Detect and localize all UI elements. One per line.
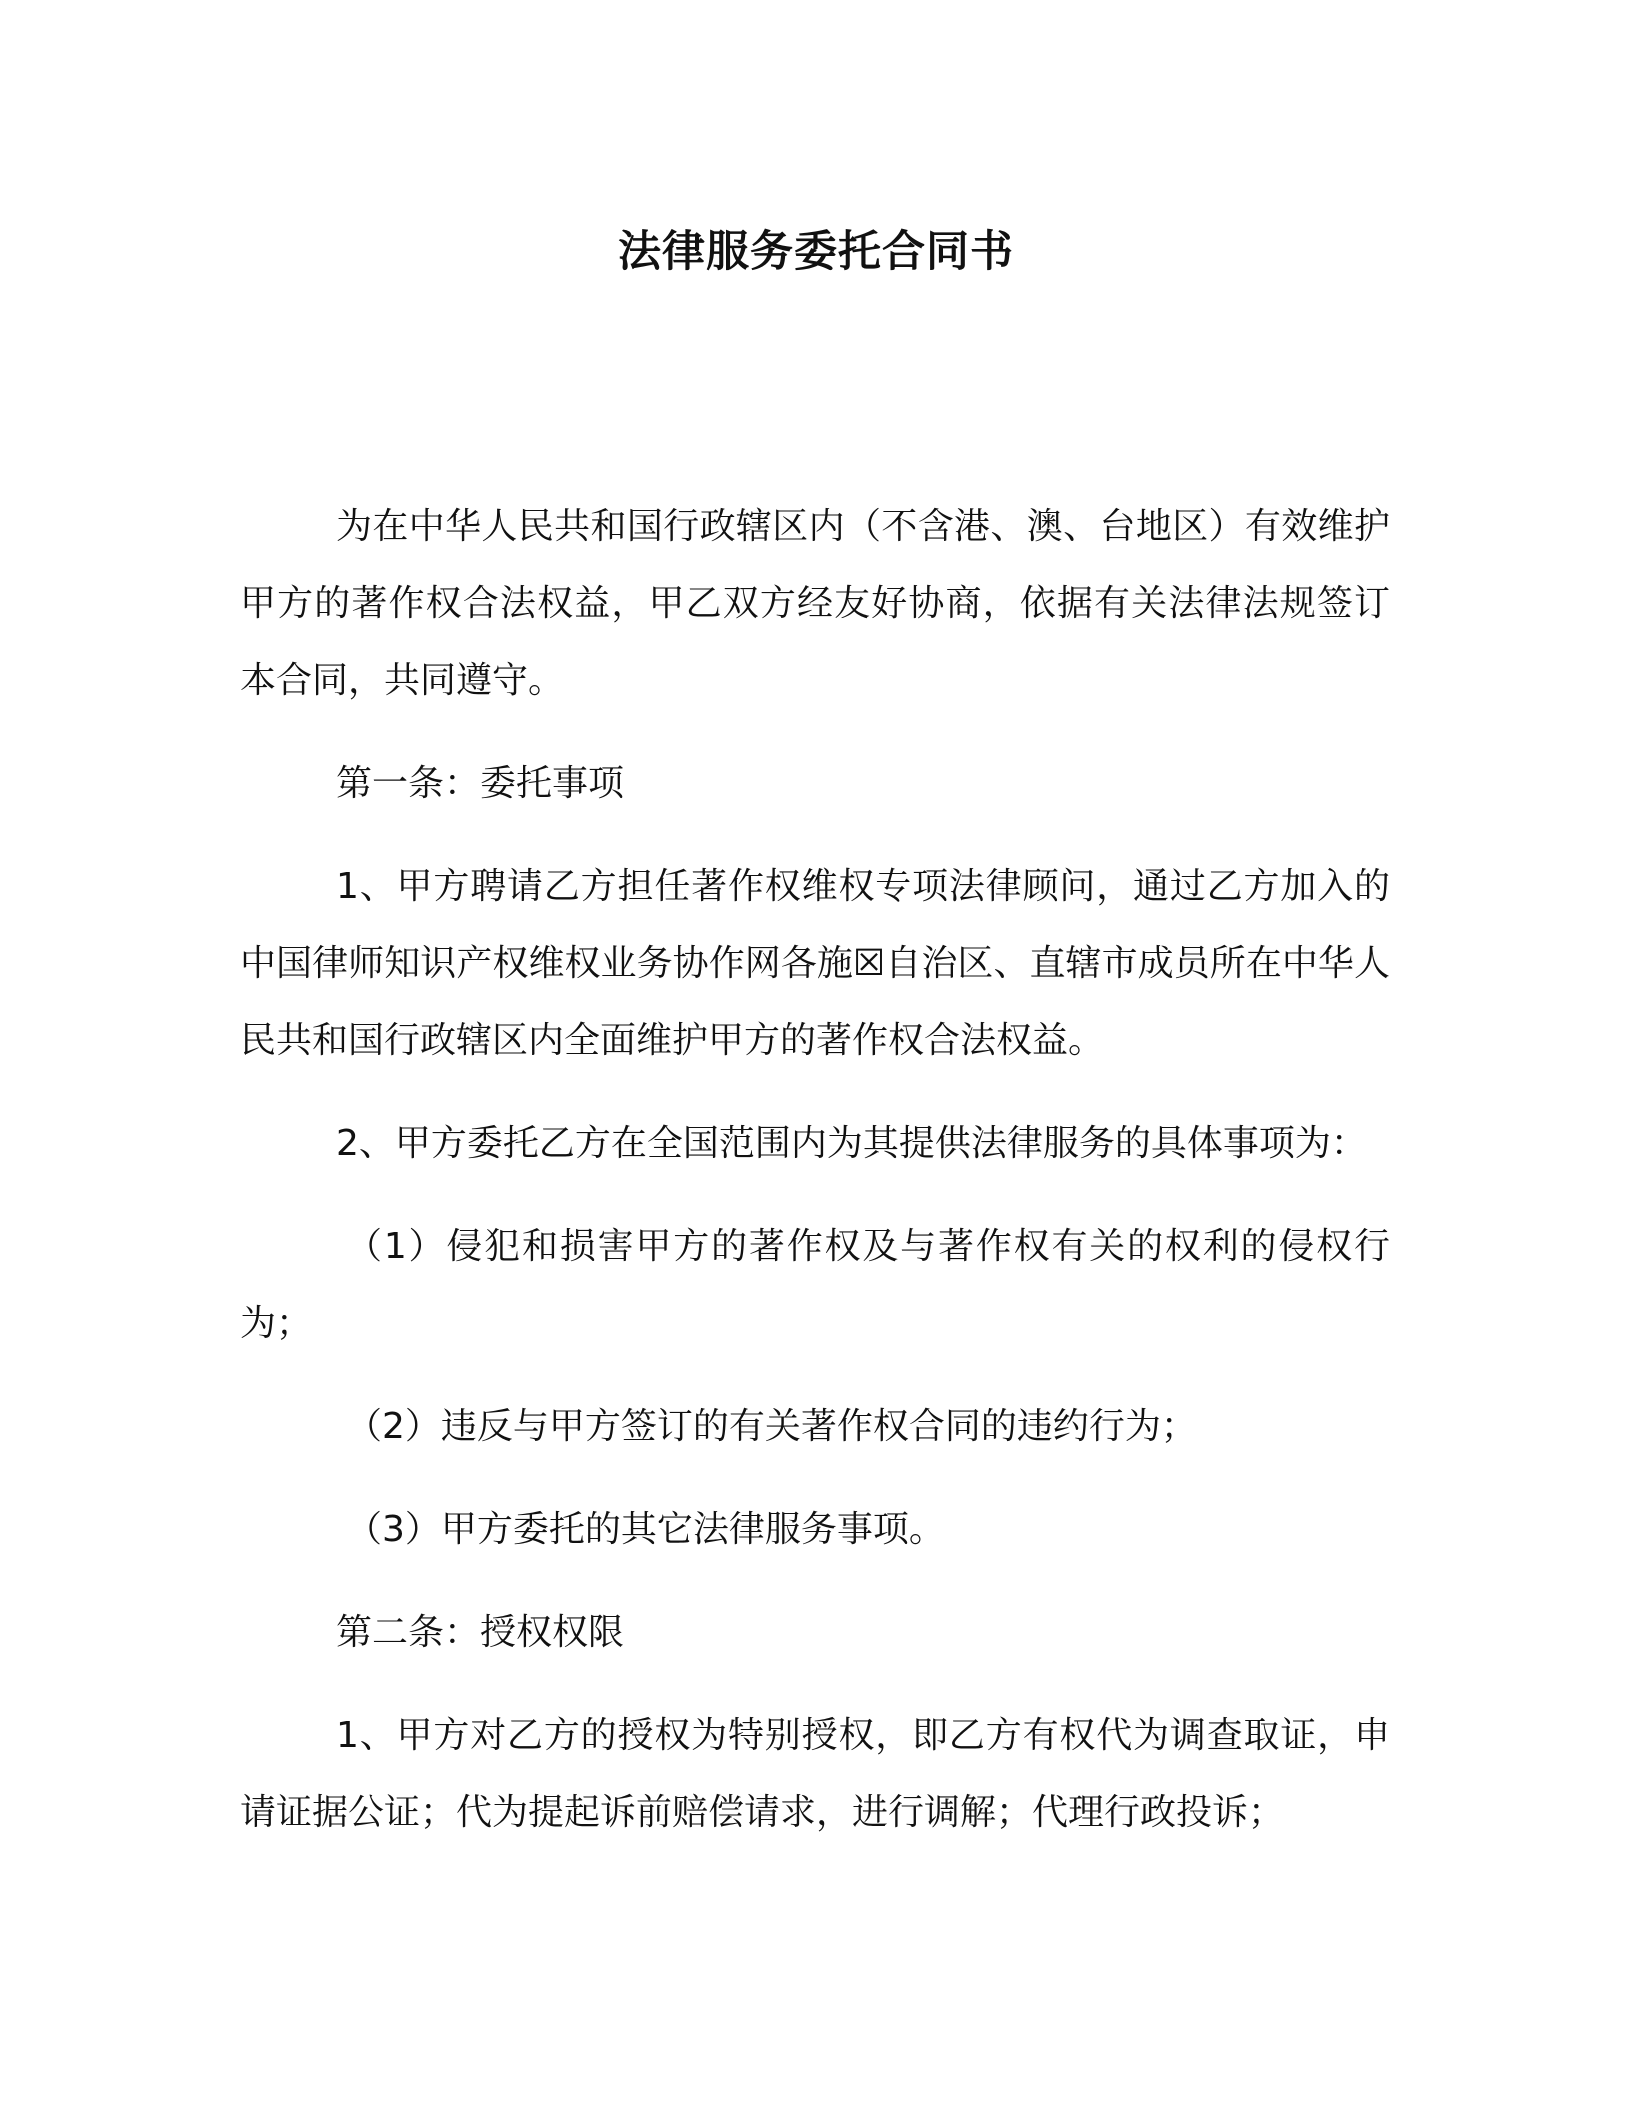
clause-paragraph: 1、甲方聘请乙方担任著作权维权专项法律顾问，通过乙方加入的中国律师知识产权维权业务协作网各施☒自治区、直辖市成员所在中华人民共和国行政辖区内全面维护甲方的著作权合法权益。 [240,866,1390,1061]
article-heading: 第二条：授权权限 [336,1612,625,1653]
list-item: （1）侵犯和损害甲方的著作权及与著作权有关的权利的侵权行为； [240,1226,1390,1344]
list-item: （3）甲方委托的其它法律服务事项。 [346,1509,945,1550]
document-title: 法律服务委托合同书 [618,227,1014,277]
clause-paragraph: 1、甲方对乙方的授权为特别授权，即乙方有权代为调查取证，申请证据公证；代为提起诉前赔偿请求，进行调解；代理行政投诉； [240,1715,1390,1833]
clause-paragraph: 2、甲方委托乙方在全国范围内为其提供法律服务的具体事项为： [336,1123,1367,1164]
list-item: （2）违反与甲方签订的有关著作权合同的违约行为； [346,1406,1197,1447]
preamble-paragraph: 为在中华人民共和国行政辖区内（不含港、澳、台地区）有效维护甲方的著作权合法权益，甲乙双方经友好协商，依据有关法律法规签订本合同，共同遵守。 [240,506,1390,701]
document-body [240,488,1390,1877]
article-heading: 第一条：委托事项 [336,763,625,804]
